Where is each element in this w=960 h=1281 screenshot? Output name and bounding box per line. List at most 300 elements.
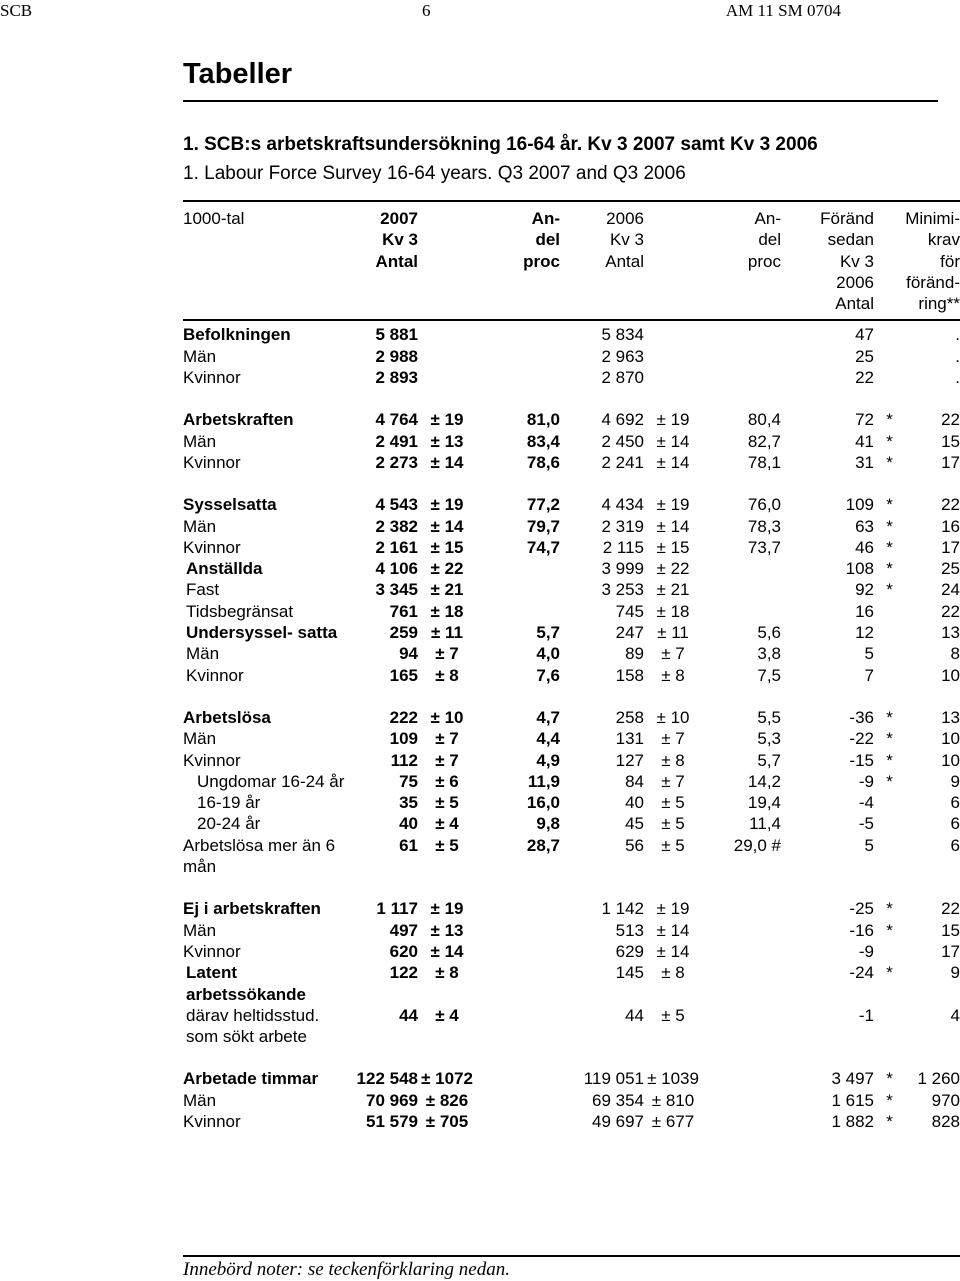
value-2006: 69 354 (592, 1090, 644, 1110)
margin-2006: ± 14 (656, 941, 690, 961)
table-row (183, 665, 960, 686)
margin-2006: ± 5 (661, 814, 685, 834)
row-label: Arbetslösa mer än 6 mån (183, 835, 336, 877)
row-label: 20-24 år (197, 814, 261, 834)
value-2006: 513 (615, 920, 644, 940)
change-value: -9 (858, 771, 874, 791)
share-2007: 4,4 (536, 729, 560, 749)
table-row (183, 579, 960, 600)
min-requirement: . (955, 346, 960, 366)
share-2007: 7,6 (536, 665, 560, 685)
table-row (183, 452, 960, 473)
change-value: 92 (855, 580, 874, 600)
significance-mark (874, 665, 905, 686)
margin-2007: ± 19 (430, 495, 464, 515)
margin-2006: ± 8 (661, 750, 685, 770)
row-label: Ungdomar 16-24 år (197, 771, 345, 791)
change-value: 1 882 (831, 1111, 874, 1131)
change-value: 5 (864, 644, 874, 664)
share-2007: 4,7 (536, 707, 560, 727)
margin-2007: ± 14 (430, 941, 464, 961)
margin-2007: ± 5 (435, 793, 459, 813)
value-2006: 49 697 (592, 1111, 644, 1131)
row-label: Fast (186, 580, 220, 600)
value-2006: 119 051 (583, 1069, 644, 1089)
table-row (183, 792, 960, 813)
share-2006: 5,3 (757, 729, 781, 749)
share-2006: 5,6 (757, 623, 781, 643)
share-2007 (476, 962, 560, 1005)
significance-mark: * (886, 707, 893, 727)
margin-2006 (644, 324, 702, 345)
min-requirement: 17 (941, 537, 960, 557)
table-row (183, 813, 960, 834)
share-2007 (476, 1090, 560, 1111)
value-2007: 165 (389, 665, 418, 685)
table-row (183, 431, 960, 452)
change-value: 46 (855, 537, 874, 557)
min-requirement: 9 (950, 771, 960, 791)
row-label: Kvinnor (183, 750, 241, 770)
value-2007: 761 (389, 601, 418, 621)
value-2006: 4 434 (601, 495, 644, 515)
margin-2007: ± 13 (430, 431, 464, 451)
share-2006 (702, 367, 781, 388)
margin-2006: ± 1039 (647, 1069, 699, 1089)
share-2006: 7,5 (757, 665, 781, 685)
title-divider (183, 100, 938, 102)
significance-mark: * (886, 431, 893, 451)
change-value: 41 (855, 431, 874, 451)
share-2007 (476, 558, 560, 579)
table-row (183, 941, 960, 962)
share-2006: 14,2 (747, 771, 781, 791)
min-requirement: 970 (931, 1090, 960, 1110)
margin-2007: ± 8 (435, 963, 459, 983)
value-2006: 745 (615, 601, 644, 621)
margin-2007: ± 11 (430, 623, 464, 643)
margin-2007: ± 18 (430, 601, 464, 621)
margin-2007: ± 22 (430, 559, 464, 579)
change-value: -1 (858, 1005, 874, 1025)
row-label: Ej i arbetskraften (183, 899, 321, 919)
change-value: -22 (849, 729, 874, 749)
significance-mark (874, 835, 905, 878)
min-requirement: 16 (941, 516, 960, 536)
table-row (183, 1068, 960, 1089)
value-2006: 45 (625, 814, 644, 834)
share-2007 (476, 898, 560, 919)
margin-2006: ± 19 (656, 899, 690, 919)
value-2007: 1 117 (376, 899, 418, 919)
significance-mark: * (886, 537, 893, 557)
share-2006: 29,0 # (733, 835, 781, 855)
significance-mark (874, 324, 905, 345)
value-2006: 84 (625, 771, 644, 791)
min-requirement: 22 (941, 495, 960, 515)
change-value: -24 (849, 963, 874, 983)
change-value: 12 (855, 623, 874, 643)
margin-2006: ± 677 (651, 1111, 695, 1131)
change-value: 108 (845, 559, 874, 579)
change-value: 7 (864, 665, 874, 685)
page-header-left: SCB (0, 1, 33, 20)
change-value: -15 (849, 750, 874, 770)
share-2007: 4,0 (536, 644, 560, 664)
col-header-2007-andel: An- del proc (523, 209, 560, 271)
min-requirement: 10 (941, 665, 960, 685)
value-2007: 2 273 (375, 452, 418, 472)
col-header-change: Föränd sedan Kv 3 2006 Antal (820, 209, 874, 314)
margin-2006: ± 810 (651, 1090, 695, 1110)
margin-2006: ± 5 (661, 793, 685, 813)
margin-2006: ± 7 (661, 771, 685, 791)
margin-2006: ± 7 (661, 644, 685, 664)
row-label: Kvinnor (183, 452, 241, 472)
margin-2007: ± 14 (430, 452, 464, 472)
value-2006: 2 870 (601, 368, 644, 388)
share-2007 (476, 601, 560, 622)
row-label: Kvinnor (183, 1111, 241, 1131)
share-2007 (476, 324, 560, 345)
min-requirement: 9 (950, 963, 960, 983)
min-requirement: 17 (941, 452, 960, 472)
margin-2007: ± 705 (425, 1111, 469, 1131)
group-spacer (183, 473, 960, 494)
significance-mark (874, 601, 905, 622)
value-2007: 2 382 (375, 516, 418, 536)
table-top-rule (183, 200, 960, 202)
row-label: Undersyssel- satta (186, 623, 338, 643)
share-2007: 5,7 (536, 623, 560, 643)
table-body (183, 324, 960, 1132)
page-number: 6 (422, 1, 431, 20)
value-2006: 158 (615, 665, 644, 685)
significance-mark (874, 1005, 905, 1048)
table-row (183, 601, 960, 622)
table-row (183, 728, 960, 749)
min-requirement: 25 (941, 559, 960, 579)
significance-mark (874, 941, 905, 962)
change-value: 22 (855, 368, 874, 388)
value-2007: 94 (399, 644, 418, 664)
table-row (183, 346, 960, 367)
change-value: 63 (855, 516, 874, 536)
row-label: Män (183, 1090, 217, 1110)
significance-mark (874, 643, 905, 664)
group-spacer (183, 877, 960, 898)
value-2006: 145 (615, 963, 644, 983)
value-2007: 497 (389, 920, 418, 940)
value-2006: 131 (615, 729, 644, 749)
row-label: Sysselsatta (183, 495, 277, 515)
table-row (183, 367, 960, 388)
value-2006: 44 (625, 1005, 644, 1025)
share-2006 (702, 898, 781, 919)
value-2007: 109 (389, 729, 418, 749)
share-2007: 16,0 (526, 793, 560, 813)
value-2007: 61 (399, 835, 418, 855)
value-2007: 3 345 (375, 580, 418, 600)
change-value: 5 (864, 835, 874, 855)
significance-mark: * (886, 771, 893, 791)
value-2007: 259 (389, 623, 418, 643)
value-2006: 2 241 (601, 452, 644, 472)
margin-2007: ± 5 (435, 835, 459, 855)
share-2006 (702, 1090, 781, 1111)
table-title-english: 1. Labour Force Survey 16-64 years. Q3 2007 and Q3 2006 (183, 163, 686, 184)
significance-mark: * (886, 1069, 893, 1089)
margin-2006: ± 11 (657, 623, 689, 643)
margin-2007 (418, 324, 476, 345)
table-row (183, 1111, 960, 1132)
value-2007: 75 (399, 771, 418, 791)
margin-2006: ± 8 (661, 963, 685, 983)
significance-mark: * (886, 963, 893, 983)
value-2006: 40 (625, 793, 644, 813)
group-spacer (183, 686, 960, 707)
min-requirement: . (955, 325, 960, 345)
value-2006: 4 692 (601, 410, 644, 430)
share-2006: 78,3 (747, 516, 781, 536)
table-row (183, 920, 960, 941)
significance-mark (874, 813, 905, 834)
row-label: Män (183, 729, 217, 749)
min-requirement: 22 (941, 899, 960, 919)
page-title: Tabeller (183, 58, 293, 90)
share-2007 (476, 920, 560, 941)
significance-mark: * (886, 899, 893, 919)
share-2007: 74,7 (526, 537, 560, 557)
value-2007: 2 161 (375, 537, 418, 557)
value-2006: 258 (615, 707, 644, 727)
share-2006: 11,4 (749, 814, 781, 834)
col-header-min-requirement: Minimi- krav för föränd- ring** (905, 209, 960, 314)
col-header-unit: 1000-tal (183, 209, 245, 228)
value-2007: 2 893 (375, 368, 418, 388)
value-2006: 1 142 (601, 899, 644, 919)
value-2006: 2 963 (601, 346, 644, 366)
margin-2007 (418, 367, 476, 388)
value-2006: 3 253 (601, 580, 644, 600)
table-row (183, 324, 960, 345)
min-requirement: 8 (950, 644, 960, 664)
share-2007: 9,8 (536, 814, 560, 834)
table-row (183, 537, 960, 558)
value-2007: 4 764 (375, 410, 418, 430)
min-requirement: 15 (941, 920, 960, 940)
value-2007: 40 (399, 814, 418, 834)
table-row (183, 409, 960, 430)
significance-mark: * (886, 516, 893, 536)
row-label: därav heltidsstud. som sökt arbete (186, 1005, 320, 1047)
margin-2006: ± 14 (656, 516, 690, 536)
margin-2006: ± 14 (656, 452, 690, 472)
change-value: 16 (855, 601, 874, 621)
value-2006: 629 (615, 941, 644, 961)
margin-2007: ± 21 (430, 580, 464, 600)
row-label: Arbetade timmar (183, 1069, 319, 1089)
value-2007: 70 969 (366, 1090, 418, 1110)
margin-2007 (418, 346, 476, 367)
min-requirement: 6 (950, 835, 960, 855)
margin-2007: ± 6 (435, 771, 459, 791)
margin-2006: ± 21 (656, 580, 690, 600)
share-2007 (476, 367, 560, 388)
share-2006: 82,7 (747, 431, 781, 451)
value-2007: 5 881 (375, 325, 418, 345)
share-2006: 78,1 (747, 452, 781, 472)
value-2006: 2 115 (602, 537, 644, 557)
share-2006: 19,4 (747, 793, 781, 813)
table-row (183, 622, 960, 643)
row-label: Män (183, 516, 217, 536)
min-requirement: 15 (941, 431, 960, 451)
value-2006: 56 (625, 835, 644, 855)
significance-mark: * (886, 1090, 893, 1110)
significance-mark (874, 792, 905, 813)
share-2007 (476, 941, 560, 962)
share-2007: 79,7 (526, 516, 560, 536)
significance-mark (874, 622, 905, 643)
table-row (183, 750, 960, 771)
share-2006 (702, 962, 781, 1005)
significance-mark: * (886, 452, 893, 472)
table-row (183, 643, 960, 664)
margin-2006: ± 18 (656, 601, 690, 621)
change-value: 72 (855, 410, 874, 430)
row-label: Kvinnor (183, 368, 241, 388)
margin-2006 (644, 346, 702, 367)
value-2007: 620 (389, 941, 418, 961)
min-requirement: 13 (941, 623, 960, 643)
table-row (183, 835, 960, 878)
significance-mark: * (886, 750, 893, 770)
col-header-2006-antal: 2006 Kv 3 Antal (605, 209, 644, 271)
significance-mark: * (886, 729, 893, 749)
min-requirement: 10 (941, 750, 960, 770)
value-2007: 51 579 (366, 1111, 418, 1131)
row-label: Arbetskraften (183, 410, 294, 430)
footnote: Innebörd noter: se teckenförklaring nedan. (183, 1259, 510, 1280)
share-2006 (702, 941, 781, 962)
table-row (183, 558, 960, 579)
table-title-swedish: 1. SCB:s arbetskraftsundersökning 16-64 år. Kv 3 2007 samt Kv 3 2006 (183, 134, 818, 155)
value-2007: 112 (390, 750, 418, 770)
significance-mark: * (886, 1111, 893, 1131)
change-value: -5 (858, 814, 874, 834)
significance-mark (874, 367, 905, 388)
margin-2007: ± 14 (430, 516, 464, 536)
min-requirement: 828 (931, 1111, 960, 1131)
value-2007: 122 548 (356, 1069, 418, 1089)
significance-mark: * (886, 580, 893, 600)
significance-mark: * (886, 495, 893, 515)
share-2007: 77,2 (526, 495, 560, 515)
share-2006: 76,0 (747, 495, 781, 515)
margin-2007: ± 15 (430, 537, 464, 557)
row-label: 16-19 år (197, 793, 261, 813)
row-label: Anställda (186, 559, 263, 579)
margin-2007: ± 10 (430, 707, 464, 727)
share-2007: 4,9 (536, 750, 560, 770)
min-requirement: 6 (950, 814, 960, 834)
change-value: 1 615 (831, 1090, 874, 1110)
margin-2007: ± 19 (430, 410, 464, 430)
row-label: Kvinnor (183, 537, 241, 557)
margin-2006: ± 19 (656, 495, 690, 515)
change-value: 109 (845, 495, 874, 515)
value-2006: 2 450 (601, 431, 644, 451)
value-2007: 44 (399, 1005, 418, 1025)
min-requirement: 10 (941, 729, 960, 749)
margin-2007: ± 13 (430, 920, 464, 940)
margin-2006: ± 8 (661, 665, 685, 685)
value-2007: 35 (399, 793, 418, 813)
change-value: 3 497 (831, 1069, 874, 1089)
share-2006: 5,7 (757, 750, 781, 770)
share-2006: 73,7 (747, 537, 781, 557)
share-2007: 83,4 (526, 431, 560, 451)
min-requirement: 1 260 (917, 1069, 960, 1089)
share-2006: 80,4 (747, 410, 781, 430)
value-2006: 127 (615, 750, 644, 770)
change-value: -16 (849, 920, 874, 940)
labour-force-table (183, 208, 960, 1132)
table-bottom-rule (183, 1255, 960, 1257)
share-2006 (702, 601, 781, 622)
value-2007: 4 106 (375, 559, 418, 579)
share-2007: 78,6 (526, 452, 560, 472)
change-value: 47 (855, 325, 874, 345)
value-2007: 222 (389, 707, 418, 727)
margin-2006: ± 5 (661, 835, 685, 855)
share-2007 (476, 346, 560, 367)
margin-2006: ± 15 (656, 537, 690, 557)
change-value: -9 (858, 941, 874, 961)
margin-2007: ± 7 (435, 750, 459, 770)
share-2006 (702, 1005, 781, 1048)
min-requirement: 22 (941, 410, 960, 430)
row-label: Latent arbetssökande (186, 963, 306, 1004)
share-2006: 5,5 (757, 707, 781, 727)
margin-2006: ± 14 (656, 920, 690, 940)
share-2007: 28,7 (526, 835, 560, 855)
change-value: -4 (858, 793, 874, 813)
change-value: 31 (855, 452, 874, 472)
row-label: Tidsbegränsat (186, 601, 294, 621)
change-value: 25 (855, 346, 874, 366)
row-label: Män (183, 431, 217, 451)
value-2006: 89 (625, 644, 644, 664)
change-value: -25 (849, 899, 874, 919)
share-2006 (702, 346, 781, 367)
margin-2006: ± 14 (656, 431, 690, 451)
value-2006: 247 (615, 623, 644, 643)
table-row (183, 771, 960, 792)
min-requirement: . (955, 368, 960, 388)
margin-2007: ± 8 (435, 665, 459, 685)
share-2007 (476, 1111, 560, 1132)
min-requirement: 22 (941, 601, 960, 621)
significance-mark: * (886, 410, 893, 430)
min-requirement: 24 (941, 580, 960, 600)
share-2006 (702, 920, 781, 941)
margin-2006: ± 22 (656, 559, 690, 579)
margin-2007: ± 7 (435, 644, 459, 664)
row-label: Män (183, 920, 217, 940)
margin-2007: ± 4 (435, 814, 459, 834)
